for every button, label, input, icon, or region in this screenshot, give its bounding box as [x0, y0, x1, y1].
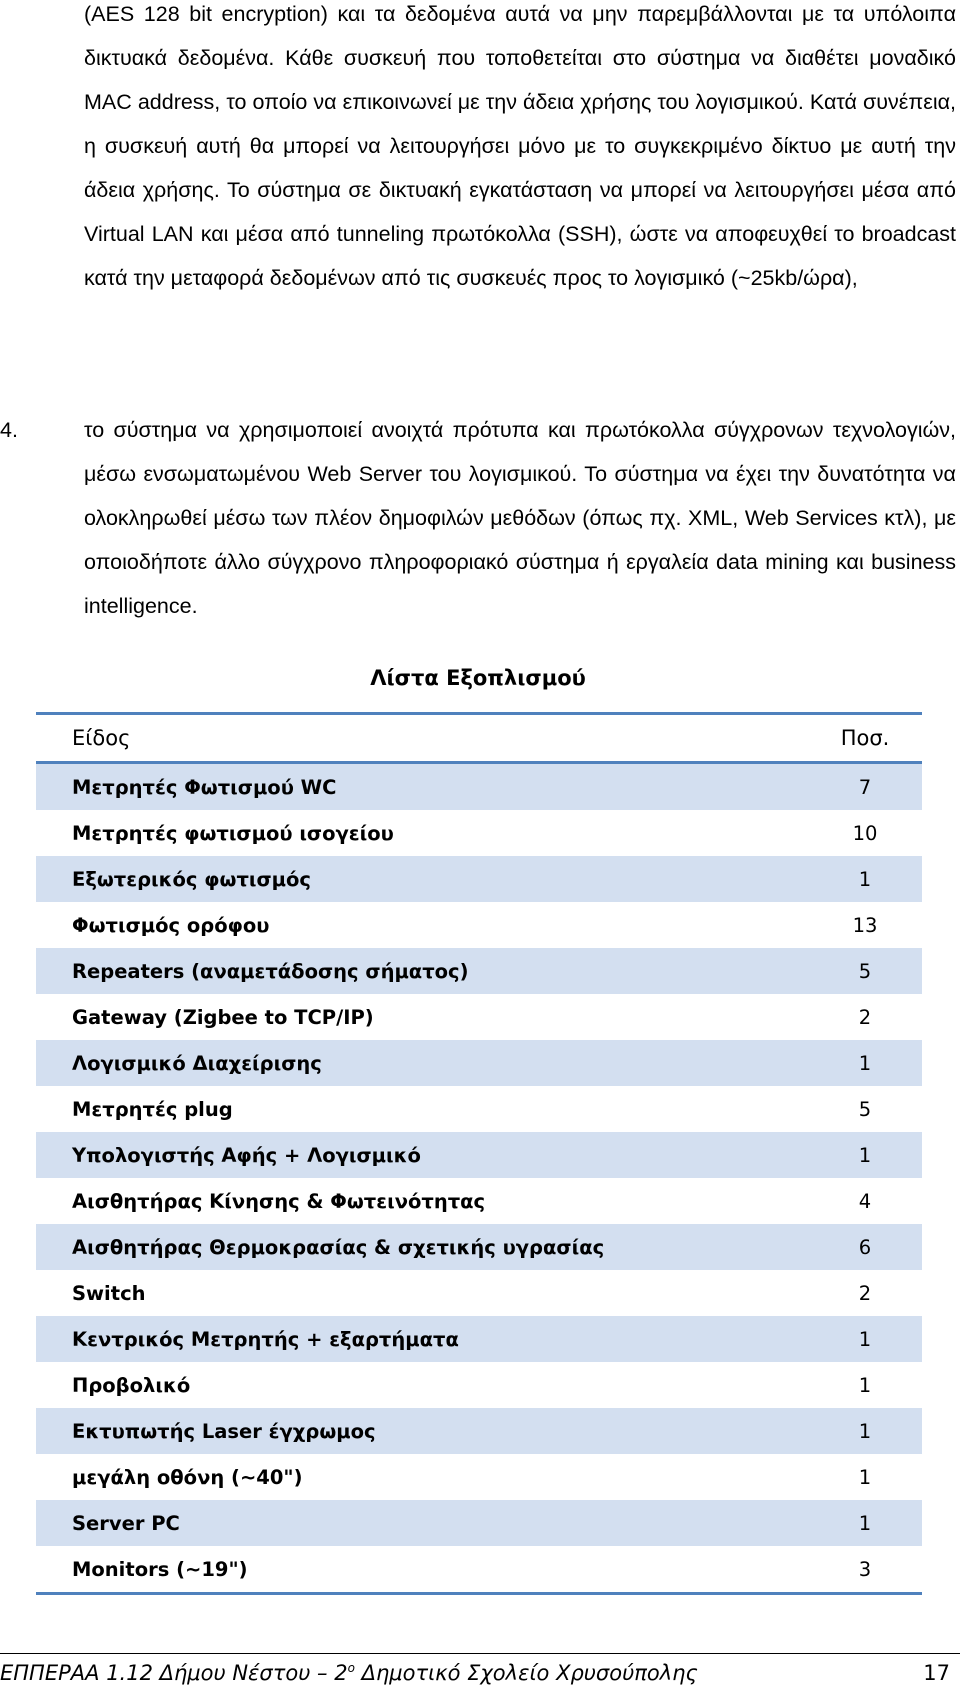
- footer-title: [0, 1661, 698, 1685]
- row-qty: 6: [858, 1235, 872, 1259]
- row-qty: 1: [858, 867, 872, 891]
- row-item: μεγάλη οθόνη (~40"): [72, 1465, 303, 1489]
- row-qty: 1: [858, 1511, 872, 1535]
- row-item: Κεντρικός Μετρητής + εξαρτήματα: [72, 1327, 459, 1351]
- row-qty: 1: [858, 1465, 872, 1489]
- header-item: Είδος: [72, 726, 131, 750]
- footer-title-start: ΕΠΠΕΡΑΑ 1.12 Δήμου Νέστου – 2: [0, 1661, 348, 1685]
- table-header-row: [36, 715, 922, 764]
- table-row: [36, 810, 922, 856]
- row-qty: 1: [858, 1419, 872, 1443]
- table-row: [36, 1546, 922, 1592]
- table-row: [36, 1040, 922, 1086]
- row-item: Αισθητήρας Θερμοκρασίας & σχετικής υγρασίας: [72, 1235, 605, 1259]
- table-row: [36, 1270, 922, 1316]
- footer-ordinal: ο: [347, 1661, 355, 1675]
- row-item: Αισθητήρας Κίνησης & Φωτεινότητας: [72, 1189, 486, 1213]
- row-item: Λογισμικό Διαχείρισης: [72, 1051, 322, 1075]
- row-item: Μετρητές φωτισμού ισογείου: [72, 821, 394, 845]
- row-item: Φωτισμός ορόφου: [72, 913, 270, 937]
- row-qty: 1: [858, 1051, 872, 1075]
- footer-title-end: Δημοτικό Σχολείο Χρυσούπολης: [354, 1661, 698, 1685]
- row-qty: 5: [858, 1097, 872, 1121]
- row-item: Εξωτερικός φωτισμός: [72, 867, 311, 891]
- row-qty: 10: [852, 821, 878, 845]
- table-row: [36, 948, 922, 994]
- row-qty: 4: [858, 1189, 872, 1213]
- table-row: [36, 1408, 922, 1454]
- body-paragraph: (AES 128 bit encryption) και τα δεδομένα αυτά να μην παρεμβάλλονται με τα υπόλοιπα δικτυακά δεδομένα. Κάθε συσκευή που τοποθετείται στο σύστημα να διαθέτει μοναδικό MAC address, το οποίο να επικοινωνεί με την άδεια χρήσης του λογισμικού. Κατά συνέπεια, η συσκευή αυτή θα μπορεί να λειτουργήσει μόνο με το συγκεκριμένο δίκτυο με αυτή την άδεια χρήσης. Το σύστημα σε δικτυακή εγκατάσταση να μπορεί να λειτουργήσει μέσα από Virtual LAN και μέσα από tunneling πρωτόκολλα (SSH), ώστε να αποφευχθεί το broadcast κατά την μεταφορά δεδομένων από τις συσκευές προς το λογισμικό (~25kb/ώρα),: [84, 2, 956, 290]
- row-qty: 1: [858, 1373, 872, 1397]
- table-row: [36, 1454, 922, 1500]
- table-row: [36, 1086, 922, 1132]
- row-item: Μετρητές Φωτισμού WC: [72, 775, 337, 799]
- row-item: Server PC: [72, 1511, 180, 1535]
- table-row: [36, 764, 922, 810]
- row-qty: 5: [858, 959, 872, 983]
- table-row: [36, 994, 922, 1040]
- row-qty: 7: [858, 775, 872, 799]
- row-item: Μετρητές plug: [72, 1097, 233, 1121]
- row-qty: 2: [858, 1281, 872, 1305]
- table-row: [36, 902, 922, 948]
- table-title: Λίστα Εξοπλισμού: [370, 666, 586, 690]
- table-row: [36, 856, 922, 902]
- row-item: Εκτυπωτής Laser έγχρωμος: [72, 1419, 376, 1443]
- row-qty: 13: [852, 913, 878, 937]
- row-item: Repeaters (αναμετάδοσης σήματος): [72, 959, 469, 983]
- row-item: Gateway (Zigbee to TCP/IP): [72, 1005, 374, 1029]
- table-row: [36, 1500, 922, 1546]
- table-row: [36, 1316, 922, 1362]
- equipment-table: [36, 712, 922, 1595]
- row-item: Switch: [72, 1281, 146, 1305]
- table-row: [36, 1224, 922, 1270]
- page-number: 17: [923, 1661, 950, 1685]
- row-item: Υπολογιστής Αφής + Λογισμικό: [72, 1143, 421, 1167]
- row-qty: 2: [858, 1005, 872, 1029]
- header-qty: Ποσ.: [840, 726, 890, 750]
- page-footer: [0, 1653, 960, 1691]
- list-item-number: 4.: [0, 418, 18, 442]
- table-row: [36, 1178, 922, 1224]
- table-row: [36, 1362, 922, 1408]
- row-item: Προβολικό: [72, 1373, 191, 1397]
- row-item: Monitors (~19"): [72, 1557, 248, 1581]
- list-item-text: το σύστημα να χρησιμοποιεί ανοιχτά πρότυπα και πρωτόκολλα σύγχρονων τεχνολογιών, μέσω ενσωματωμένου Web Server του λογισμικού. Το σύστημα να έχει την δυνατότητα να ολοκληρωθεί μέσω των πλέον δημοφιλών μεθόδων (όπως πχ. XML, Web Services κτλ), με οποιοδήποτε άλλο σύγχρονο πληροφοριακό σύστημα ή εργαλεία data mining και business intelligence.: [84, 418, 956, 618]
- row-qty: 1: [858, 1327, 872, 1351]
- row-qty: 3: [858, 1557, 872, 1581]
- table-row: [36, 1132, 922, 1178]
- row-qty: 1: [858, 1143, 872, 1167]
